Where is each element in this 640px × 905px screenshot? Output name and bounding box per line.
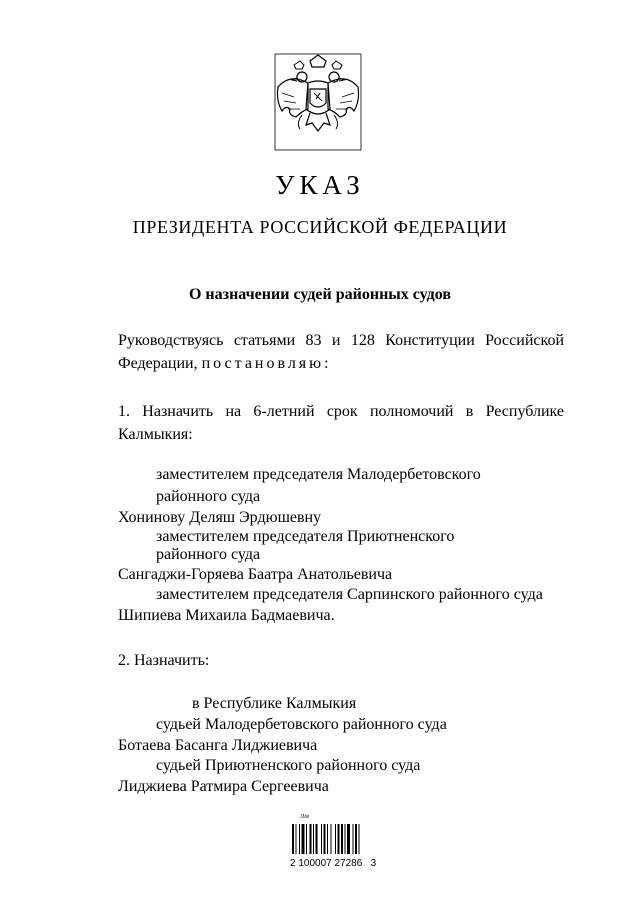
preamble-decree-word: постановляю: [201, 355, 332, 372]
item1-line-1: 1. Назначить на 6-летний срок полномочий в Республике [118, 403, 564, 420]
item1-entry1-position-2: районного суда [156, 488, 261, 505]
decree-subtitle: ПРЕЗИДЕНТА РОССИЙСКОЙ ФЕДЕРАЦИИ [132, 217, 508, 237]
item2-entry1-name: Ботаева Басанга Лиджиевича [118, 737, 318, 754]
item1-line-2: Калмыкия: [118, 426, 193, 443]
item1-entry2-position-1: заместителем председателя Приютненского [156, 528, 455, 545]
item1-entry3-name: Шипиева Михаила Бадмаевича. [118, 607, 335, 624]
item2-entry1-position: судьей Малодербетовского районного суда [156, 716, 447, 733]
item2-entry2-name: Лиджиева Ратмира Сергеевича [118, 778, 329, 795]
preamble-line-2 [118, 355, 332, 373]
decree-title: УКАЗ [275, 170, 365, 200]
preamble-line-2-start: Федерации, [118, 355, 198, 372]
preamble-line-1: Руководствуясь статьями 83 и 128 Конституции Российской [118, 332, 564, 349]
barcode-icon [292, 818, 382, 856]
barcode-number: 2 100007 27286 3 [290, 858, 377, 869]
item1-entry1-name: Хонинову Деляш Эрдюшевну [118, 509, 322, 526]
item2-region: в Республике Калмыкия [192, 695, 357, 712]
barcode-ref: Лгв [300, 814, 310, 820]
item2-line-1: 2. Назначить: [118, 652, 210, 669]
decree-subject: О назначении судей районных судов [188, 286, 451, 303]
coat-of-arms-icon [272, 53, 364, 153]
item1-entry3-position: заместителем председателя Сарпинского районного суда [156, 586, 543, 603]
item1-entry2-name: Сангаджи-Горяева Баатра Анатольевича [118, 566, 393, 583]
item1-entry2-position-2: районного суда [156, 546, 261, 563]
item1-entry1-position-1: заместителем председателя Малодербетовского [156, 466, 481, 483]
item2-entry2-position: судьей Приютненского районного суда [156, 757, 421, 774]
